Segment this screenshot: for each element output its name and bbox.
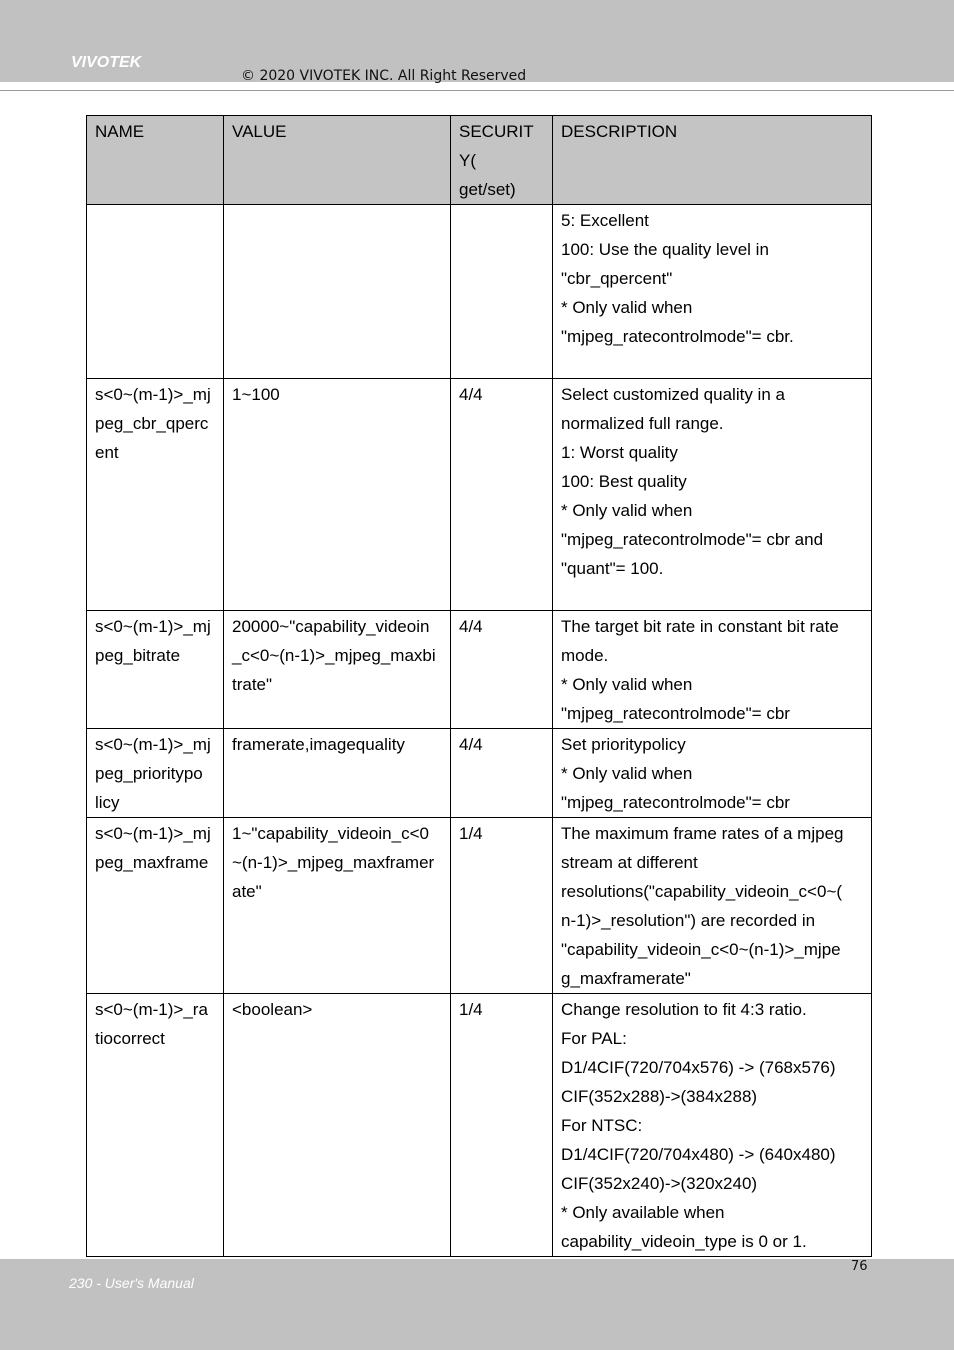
manual-page-label: 230 - User's Manual xyxy=(69,1275,194,1291)
value-cell: 1~100 xyxy=(224,379,451,611)
security-cell: 4/4 xyxy=(451,729,553,818)
name-cell: s<0~(m-1)>_mj peg_prioritypo licy xyxy=(87,729,224,818)
name-cell: s<0~(m-1)>_mj peg_maxframe xyxy=(87,818,224,994)
security-cell: 1/4 xyxy=(451,994,553,1257)
description-cell: Select customized quality in a normalized full range. 1: Worst quality 100: Best quality * Only valid when "mjpeg_ratecontrolmode"= cbr and "quant"= 100. xyxy=(553,379,872,611)
page-footer xyxy=(0,1259,954,1350)
value-cell: <boolean> xyxy=(224,994,451,1257)
security-cell: 4/4 xyxy=(451,379,553,611)
table-row xyxy=(87,205,872,379)
security-cell: 1/4 xyxy=(451,818,553,994)
description-cell: The target bit rate in constant bit rate mode. * Only valid when "mjpeg_ratecontrolmode"= cbr xyxy=(553,611,872,729)
table-row xyxy=(87,611,872,729)
header-divider xyxy=(0,90,954,91)
value-cell: 1~"capability_videoin_c<0 ~(n-1)>_mjpeg_maxframer ate" xyxy=(224,818,451,994)
description-cell: 5: Excellent 100: Use the quality level in "cbr_qpercent" * Only valid when "mjpeg_ratecontrolmode"= cbr. xyxy=(553,205,872,379)
copyright-text: © 2020 VIVOTEK INC. All Right Reserved xyxy=(241,68,527,84)
value-cell: framerate,imagequality xyxy=(224,729,451,818)
parameter-table xyxy=(86,115,872,1257)
brand-logo: VIVOTEK xyxy=(71,54,142,71)
header-description: DESCRIPTION xyxy=(553,116,872,205)
page-number: 76 xyxy=(851,1259,868,1274)
description-cell: The maximum frame rates of a mjpeg stream at different resolutions("capability_videoin_c<0~( n-1)>_resolution") are recorded in "capability_videoin_c<0~(n-1)>_mjpe g_maxframerate" xyxy=(553,818,872,994)
description-cell: Set prioritypolicy * Only valid when "mjpeg_ratecontrolmode"= cbr xyxy=(553,729,872,818)
security-cell xyxy=(451,205,553,379)
name-cell: s<0~(m-1)>_ra tiocorrect xyxy=(87,994,224,1257)
table-row xyxy=(87,729,872,818)
table-row xyxy=(87,818,872,994)
page-header xyxy=(0,0,954,82)
table-row xyxy=(87,994,872,1257)
description-cell: Change resolution to fit 4:3 ratio. For PAL: D1/4CIF(720/704x576) -> (768x576) CIF(352x288)->(384x288) For NTSC: D1/4CIF(720/704x480) -> (640x480) CIF(352x240)->(320x240) * Only available when capability_videoin_type is 0 or 1. xyxy=(553,994,872,1257)
table-header-row xyxy=(87,116,872,205)
value-cell: 20000~"capability_videoin _c<0~(n-1)>_mjpeg_maxbi trate" xyxy=(224,611,451,729)
header-security: SECURITY( get/set) xyxy=(451,116,553,205)
name-cell xyxy=(87,205,224,379)
table-row xyxy=(87,379,872,611)
name-cell: s<0~(m-1)>_mj peg_bitrate xyxy=(87,611,224,729)
header-name: NAME xyxy=(87,116,224,205)
value-cell xyxy=(224,205,451,379)
security-cell: 4/4 xyxy=(451,611,553,729)
header-value: VALUE xyxy=(224,116,451,205)
name-cell: s<0~(m-1)>_mj peg_cbr_qperc ent xyxy=(87,379,224,611)
